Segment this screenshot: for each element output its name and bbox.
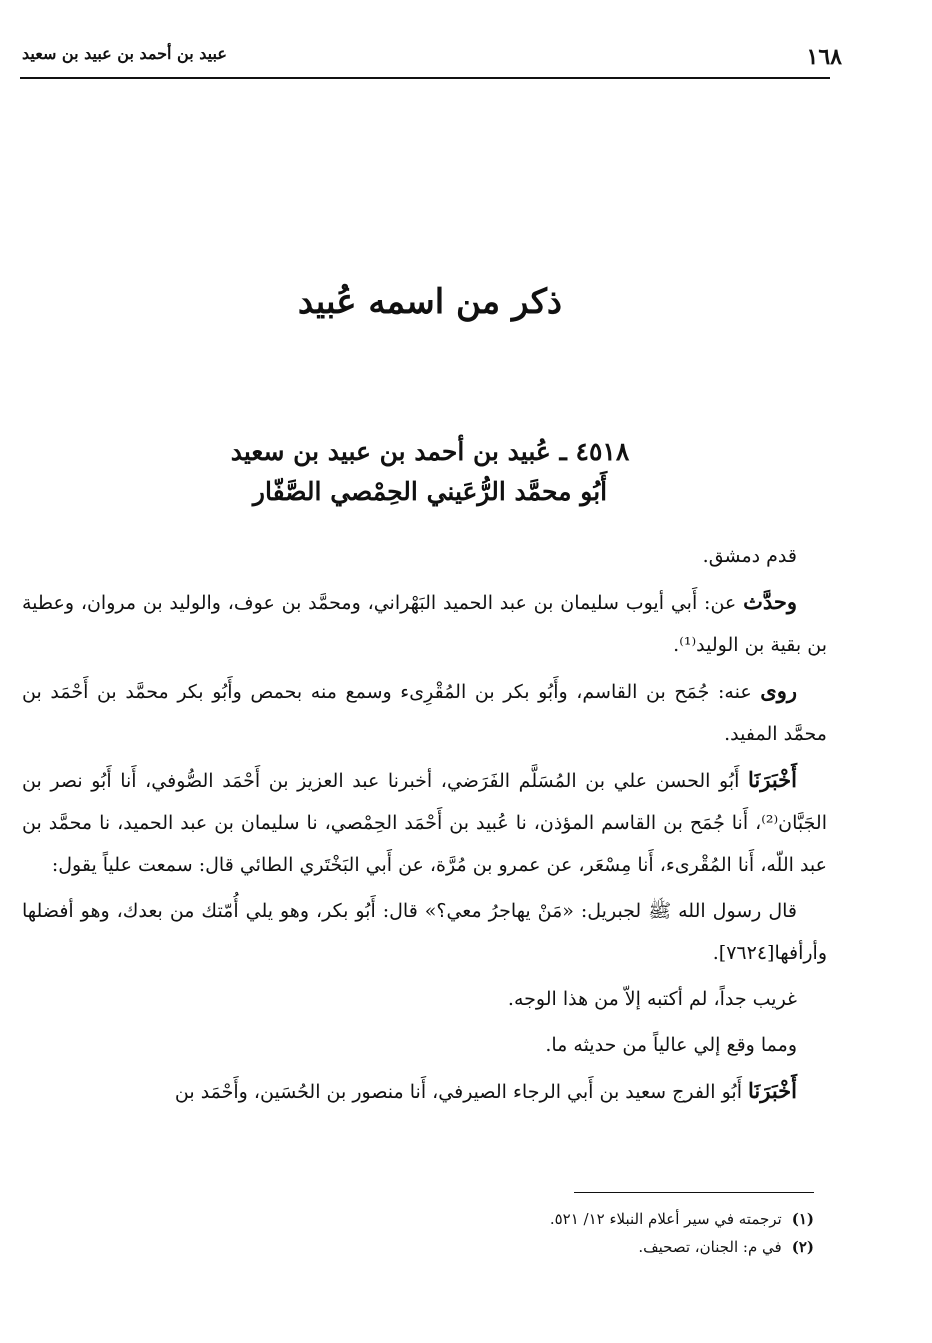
page-number: ١٦٨ [806, 44, 842, 70]
entry-body [22, 535, 827, 1117]
paragraph [22, 759, 827, 886]
entry-heading [0, 432, 860, 512]
paragraph [22, 890, 827, 974]
paragraph-lead: أَخْبَرَنَا [748, 1078, 797, 1103]
paragraph-lead: أَخْبَرَنَا [748, 767, 797, 792]
paragraph-text: قال رسول الله ﷺ لجبريل: «مَنْ يهاجرُ معي؟» قال: أَبُو بكر، وهو يلي أُمّتك من بعدك، وهو أفضلها وأرأفها[٧٦٢٤]. [22, 900, 827, 964]
paragraph-text: أَبُو الفرج سعيد بن أَبي الرجاء الصيرفي، أَنا منصور بن الحُسَين، وأَحْمَد بن [174, 1081, 749, 1103]
footnote [114, 1205, 814, 1233]
paragraph-text: عنه: جُمَح بن القاسم، وأَبُو بكر بن المُقْرِىء وسمع منه بحمص وأَبُو بكر محمَّد بن أَحْمَد بن محمَّد المفيد. [22, 681, 827, 745]
entry-title-line-2: أَبُو محمَّد الرُّعَيني الحِمْصي الصَّفّار [252, 477, 608, 506]
footnote-divider [574, 1192, 814, 1193]
header-divider [20, 77, 830, 79]
footnote-number: (٢) [791, 1238, 814, 1256]
paragraph-text: غريب جداً، لم أكتبه إلاّ من هذا الوجه. [507, 988, 797, 1010]
paragraph [22, 1024, 827, 1066]
paragraph [22, 581, 827, 666]
paragraph-text: أَبُو الحسن علي بن المُسَلَّم الفَرَضي، أخبرنا عبد العزيز بن أَحْمَد الصُّوفي، أَنا أَبُو نصر بن الجَبَّان⁽²⁾، أَنا جُمَح بن القاسم المؤذن، نا عُبيد بن أَحْمَد الحِمْصي، نا سليمان بن عبد الحميد، نا محمَّد بن عبد اللّه، أَنا المُقْرىء، أَنا مِسْعَر، عن عمرو بن مُرَّة، عن أَبي البَخْتَري الطائي قال: سمعت علياً يقول: [22, 770, 827, 876]
footnote-text: ترجمته في سير أعلام النبلاء ١٢/ ٥٢١. [549, 1210, 782, 1228]
entry-title-line-1: ٤٥١٨ ـ عُبيد بن أحمد بن عبيد بن سعيد [230, 437, 630, 466]
footnote [114, 1233, 814, 1261]
paragraph-text: عن: أَبي أيوب سليمان بن عبد الحميد البَهْراني، ومحمَّد بن عوف، والوليد بن مروان، وعطية بن بقية بن الوليد⁽¹⁾. [22, 592, 827, 656]
paragraph-text: ومما وقع إلي عالياً من حديثه ما. [545, 1034, 797, 1056]
section-title: ذكر من اسمه عُبيد [297, 282, 563, 322]
footnote-number: (١) [791, 1210, 814, 1228]
running-header-title: عبيد بن أحمد بن عبيد بن سعيد [22, 44, 227, 63]
paragraph [22, 978, 827, 1020]
paragraph [22, 535, 827, 577]
paragraph-lead: روى [760, 678, 797, 703]
paragraph [22, 670, 827, 755]
paragraph [22, 1070, 827, 1113]
footnotes [114, 1205, 814, 1261]
paragraph-text: قدم دمشق. [702, 545, 797, 567]
paragraph-lead: وحدَّث [743, 589, 797, 614]
footnote-text: في م: الجنان، تصحيف. [638, 1238, 782, 1256]
